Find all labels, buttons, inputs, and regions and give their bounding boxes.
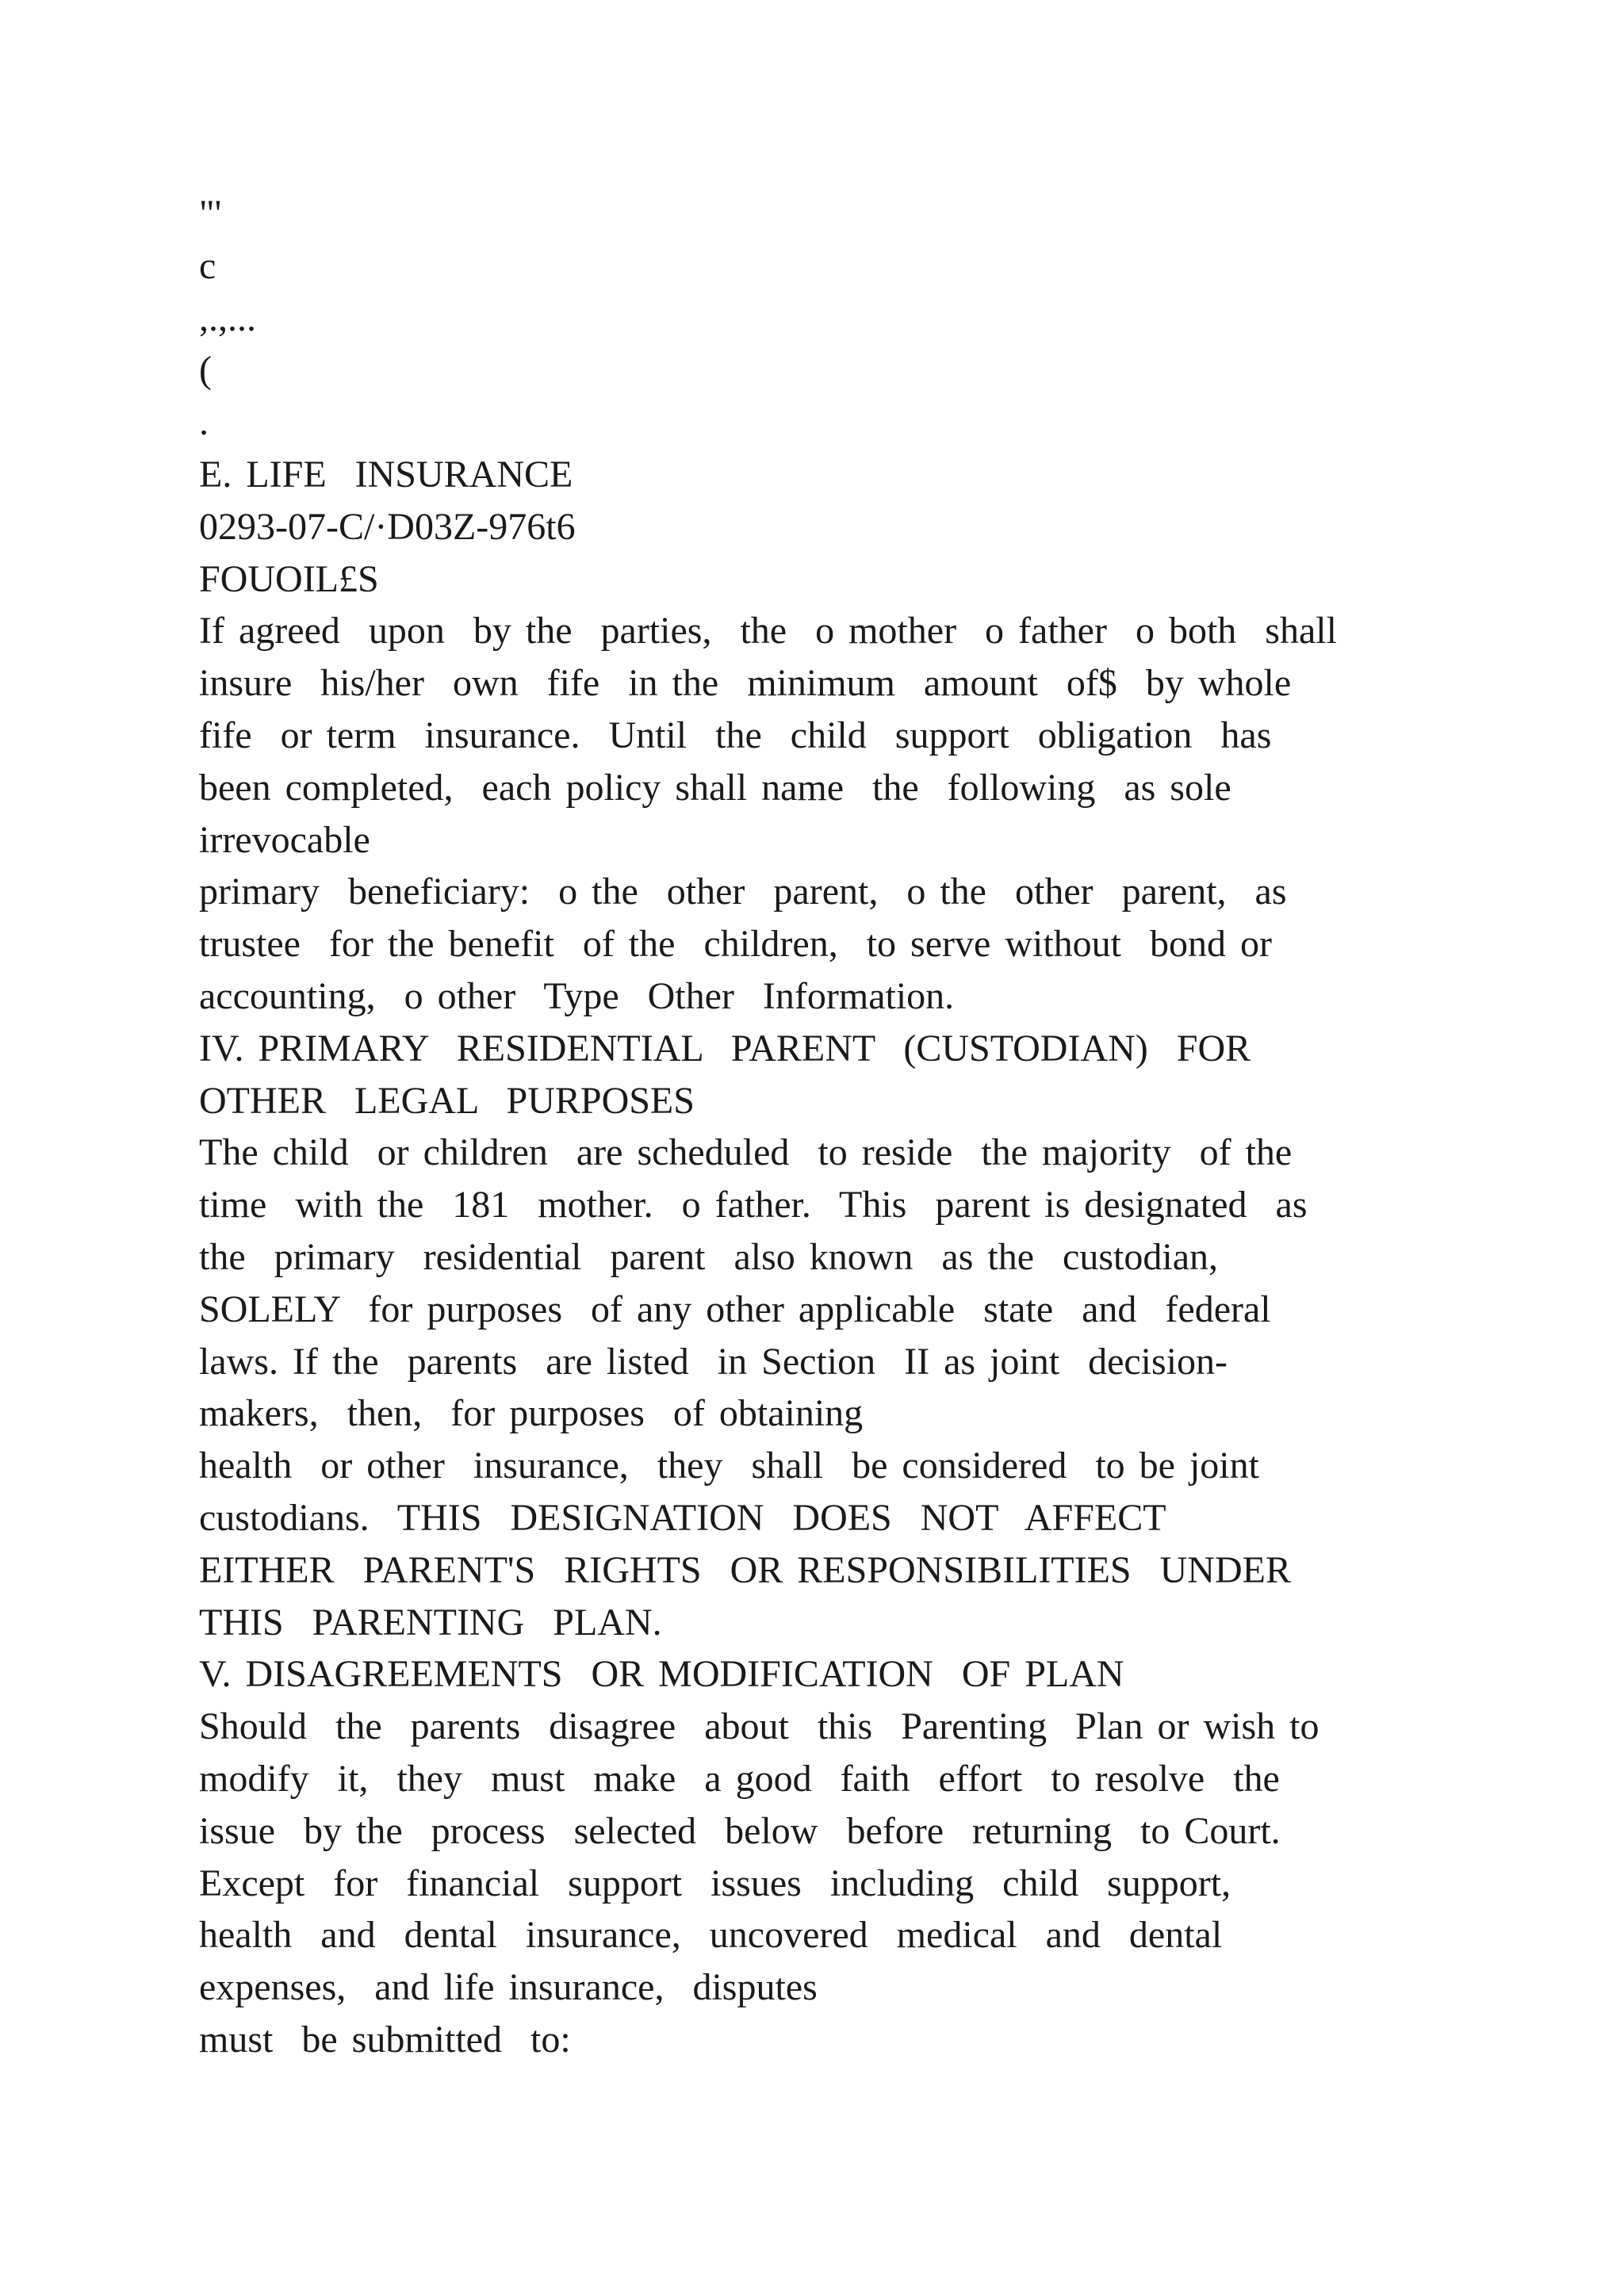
artifact-line-2: c <box>199 244 216 287</box>
body-line: makers, then, for purposes of obtaining <box>199 1392 864 1435</box>
body-line: expenses, and life insurance, disputes <box>199 1966 818 2009</box>
body-line: issue by the process selected below before returning to Court. <box>199 1809 1281 1852</box>
artifact-line-3: ,.,... <box>199 297 256 339</box>
body-line: SOLELY for purposes of any other applicable state and federal <box>199 1288 1271 1330</box>
body-line: health or other insurance, they shall be considered to be joint <box>199 1445 1259 1487</box>
body-line: The child or children are scheduled to reside the majority of the <box>199 1131 1293 1174</box>
body-line: must be submitted to: <box>199 2018 571 2061</box>
case-number: 0293-07-C/·D03Z-976t6 <box>199 505 576 548</box>
body-line: EITHER PARENT'S RIGHTS OR RESPONSIBILITIES UNDER <box>199 1548 1291 1591</box>
body-line: trustee for the benefit of the children, to serve without bond or <box>199 923 1272 966</box>
document-body <box>199 188 1468 2066</box>
body-line: Should the parents disagree about this Parenting Plan or wish to <box>199 1705 1320 1748</box>
body-line: fife or term insurance. Until the child support obligation has <box>199 714 1272 756</box>
body-line: THIS PARENTING PLAN. <box>199 1601 662 1644</box>
body-line: health and dental insurance, uncovered medical and dental <box>199 1914 1223 1957</box>
artifact-line-1: "' <box>199 193 222 235</box>
body-line: primary beneficiary: o the other parent, o the other parent, as <box>199 871 1287 913</box>
body-line: the primary residential parent also known as the custodian, <box>199 1235 1219 1278</box>
body-line: irrevocable <box>199 818 370 861</box>
body-line: Except for financial support issues including child support, <box>199 1862 1231 1904</box>
body-line: insure his/her own fife in the minimum amount of$ by whole <box>199 662 1292 705</box>
body-line: If agreed upon by the parties, the o mother o father o both shall <box>199 610 1337 652</box>
artifact-line-4: ( <box>199 349 212 392</box>
section-heading-primary-residential-parent: IV. PRIMARY RESIDENTIAL PARENT (CUSTODIAN) FOR <box>199 1027 1251 1070</box>
section-heading-continued: OTHER LEGAL PURPOSES <box>199 1079 695 1122</box>
section-heading-disagreements: V. DISAGREEMENTS OR MODIFICATION OF PLAN <box>199 1653 1124 1696</box>
section-heading-life-insurance: E. LIFE INSURANCE <box>199 453 573 496</box>
body-line: modify it, they must make a good faith effort to resolve the <box>199 1757 1280 1800</box>
body-line: custodians. THIS DESIGNATION DOES NOT AFFECT <box>199 1496 1166 1539</box>
body-line: accounting, o other Type Other Information. <box>199 974 955 1017</box>
body-line: been completed, each policy shall name the following as sole <box>199 766 1231 809</box>
folios-label: FOUOIL£S <box>199 557 379 600</box>
body-line: time with the 181 mother. o father. This parent is designated as <box>199 1184 1308 1226</box>
body-line: laws. If the parents are listed in Section II as joint decision- <box>199 1340 1228 1383</box>
artifact-line-5: . <box>199 401 209 444</box>
